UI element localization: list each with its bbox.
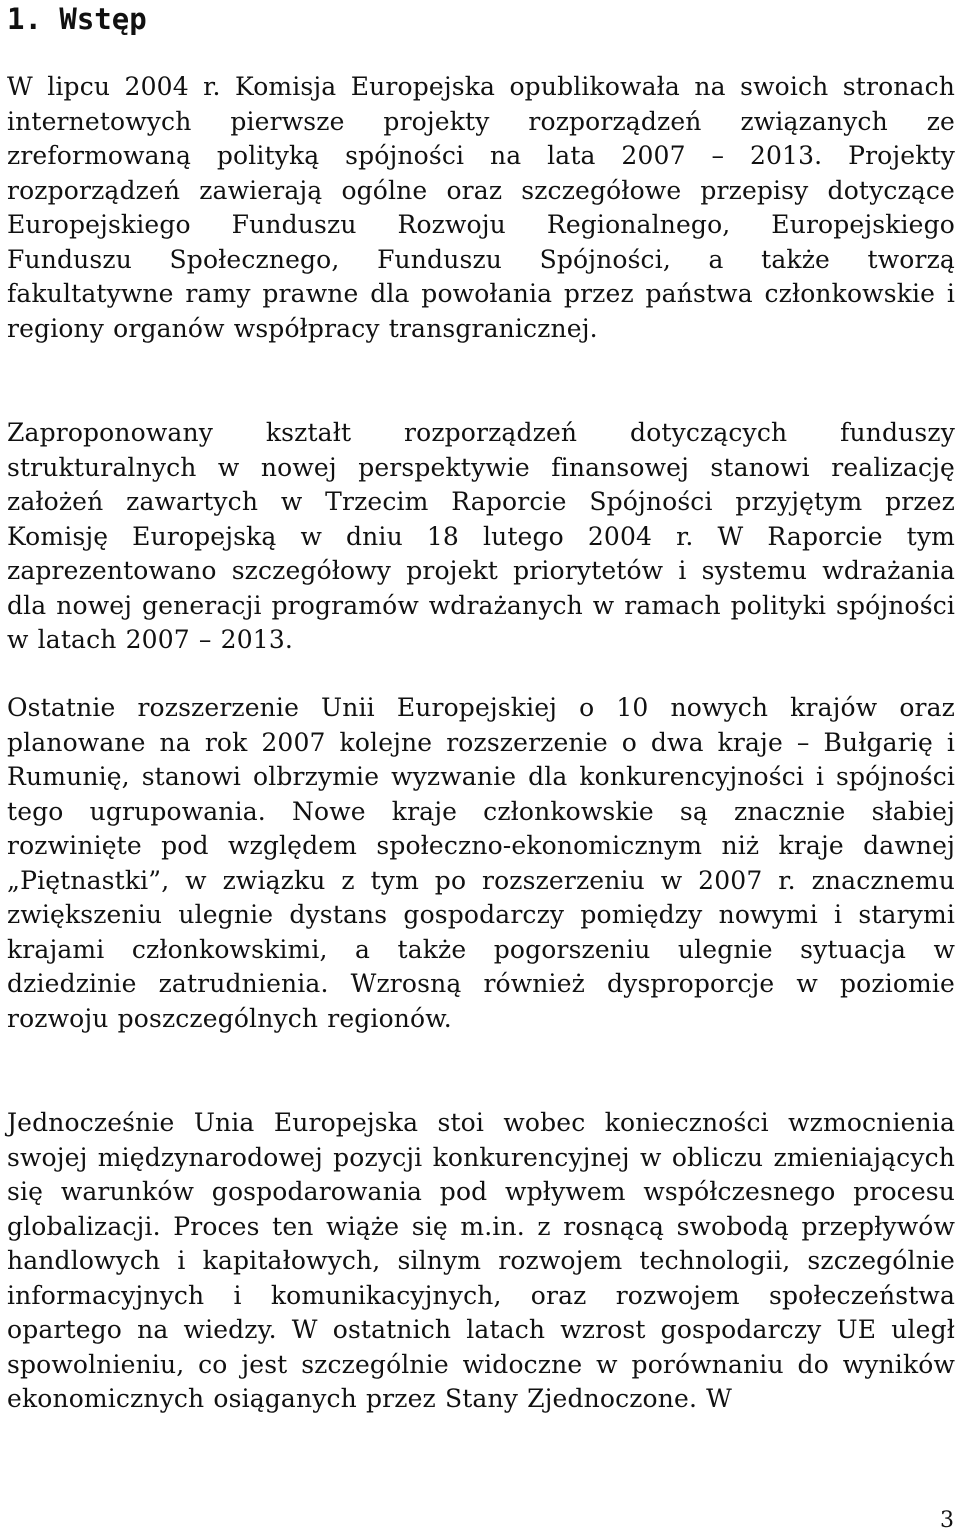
paragraph-regulation-shape: Zaproponowany kształt rozporządzeń dotyczących funduszy strukturalnych w nowej perspektywie finansowej stanowi realizację założeń zawartych w Trzecim Raporcie Spójności przyjętym przez Komisję Europejską w dniu 18 lutego 2004 r. W Raporcie tym zaprezentowano szczegółowy projekt priorytetów i systemu wdrażania dla nowej generacji programów wdrażanych w ramach polityki spójności w latach 2007 – 2013. bbox=[7, 418, 955, 654]
paragraph-globalization: Jednocześnie Unia Europejska stoi wobec konieczności wzmocnienia swojej międzynarodowej pozycji konkurencyjnej w obliczu zmieniających się warunków gospodarowania pod wpływem współczesnego procesu globalizacji. Proces ten wiąże się m.in. z rosnącą swobodą przepływów handlowych i kapitałowych, silnym rozwojem technologii, szczególnie informacyjnych i komunikacyjnych, oraz rozwojem społeczeństwa opartego na wiedzy. W ostatnich latach wzrost gospodarczy UE uległ spowolnieniu, co jest szczególnie widoczne w porównaniu do wyników ekonomicznych osiąganych przez Stany Zjednoczone. W bbox=[7, 1108, 955, 1413]
page-number: 3 bbox=[940, 1508, 954, 1533]
paragraph-cohesion-policy-drafts: W lipcu 2004 r. Komisja Europejska opublikowała na swoich stronach internetowych pierwsze projekty rozporządzeń związanych ze zreformowaną polityką spójności na lata 2007 – 2013. Projekty rozporządzeń zawierają ogólne oraz szczegółowe przepisy dotyczące Europejskiego Funduszu Rozwoju Regionalnego, Europejskiego Funduszu Społecznego, Funduszu Spójności, a także tworzą fakultatywne ramy prawne dla powołania przez państwa członkowskie i regiony organów współpracy transgranicznej. bbox=[7, 72, 955, 343]
paragraph-eu-enlargement: Ostatnie rozszerzenie Unii Europejskiej o 10 nowych krajów oraz planowane na rok 2007 kolejne rozszerzenie o dwa kraje – Bułgarię i Rumunię, stanowi olbrzymie wyzwanie dla konkurencyjności i spójności tego ugrupowania. Nowe kraje członkowskie są znacznie słabiej rozwinięte pod względem społeczno-ekonomicznym niż kraje dawnej „Piętnastki”, w związku z tym po rozszerzeniu w 2007 r. znacznemu zwiększeniu ulegnie dystans gospodarczy pomiędzy nowymi i starymi krajami członkowskimi, a także pogorszeniu ulegnie sytuacja w dziedzinie zatrudnienia. Wzrosną również dysproporcje w poziomie rozwoju poszczególnych regionów. bbox=[7, 693, 955, 1033]
section-heading: 1. Wstęp bbox=[7, 2, 147, 36]
